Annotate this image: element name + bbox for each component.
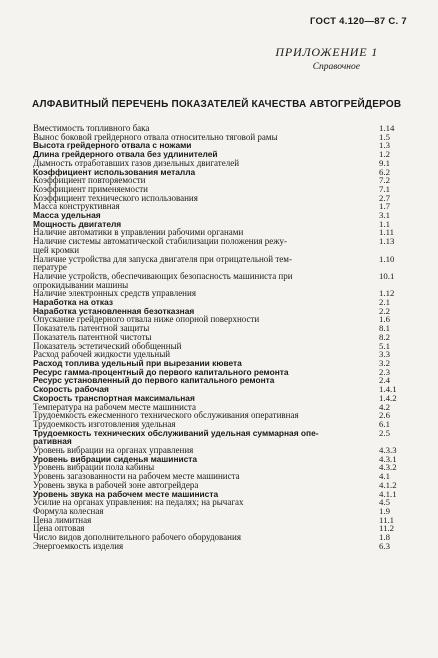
entry-number: 1.7 xyxy=(379,201,390,212)
entry-number: 1.9 xyxy=(379,505,390,516)
entry-number: 2.2 xyxy=(379,305,390,316)
entry-number: 1.1 xyxy=(379,218,390,229)
entry-text: Уровень звука на рабочем месте машиниста xyxy=(33,488,219,499)
entry-text: Уровень вибрации пола кабины xyxy=(33,462,155,473)
entry-text: Уровень звука в рабочей зоне автогрейдера xyxy=(33,479,199,490)
entry-text: Ресурс гамма-процентный до первого капитального ремонта xyxy=(33,366,289,377)
entry-number: 6.2 xyxy=(379,166,390,177)
document-title: АЛФАВИТНЫЙ ПЕРЕЧЕНЬ ПОКАЗАТЕЛЕЙ КАЧЕСТВА АВТОГРЕЙДЕРОВ xyxy=(32,99,402,110)
entry-number: 11.1 xyxy=(379,514,395,525)
entry-text: Коэффициент применяемости xyxy=(33,183,148,194)
entry-text: Скорость рабочая xyxy=(33,384,109,395)
entry-text: Наличие устройства для запуска двигателя при отрицательной тем- xyxy=(33,253,292,264)
entry-number: 2.5 xyxy=(379,427,390,438)
entry-text: Наработка на отказ xyxy=(33,297,114,308)
entry-number: 1.4.2 xyxy=(379,392,397,403)
entry-text: опрокидывании машины xyxy=(33,279,129,290)
entry-number: 2.7 xyxy=(379,192,390,203)
entry-text: Наличие электронных средств управления xyxy=(33,288,196,299)
entry-number: 2.4 xyxy=(379,375,390,386)
entry-number: 7.1 xyxy=(379,183,390,194)
entry-number: 3.3 xyxy=(379,349,390,360)
entry-text: Масса удельная xyxy=(33,210,101,221)
entry-text: ративная xyxy=(33,436,72,447)
entry-number: 4.1 xyxy=(379,471,390,482)
entry-number: 6.1 xyxy=(379,418,390,429)
entry-text: Цена оптовая xyxy=(33,523,85,534)
entry-number: 1.3 xyxy=(379,140,390,151)
entry-number: 9.1 xyxy=(379,157,390,168)
entry-text: Мощность двигателя xyxy=(33,218,122,229)
entry-text: щей кромки xyxy=(33,244,80,255)
entry-text: Дымность отработавших газов дизельных двигателей xyxy=(33,157,240,168)
entry-text: Показатель эстетический обобщенный xyxy=(33,340,182,351)
entry-text: Показатель патентной защиты xyxy=(33,323,150,334)
appendix-title: ПРИЛОЖЕНИЕ 1 xyxy=(275,45,378,59)
entry-text: Высота грейдерного отвала с ножами xyxy=(33,140,192,151)
entry-text: Наработка установленная безотказная xyxy=(33,305,195,316)
entry-text: Трудоемкость изготовления удельная xyxy=(33,418,176,429)
entry-text: Трудоемкость ежесменного технического обслуживания оперативная xyxy=(33,410,299,421)
entry-number: 6.3 xyxy=(379,540,390,551)
entry-text: Вместимость топливного бака xyxy=(33,123,150,133)
entry-text: Уровень вибрации сиденья машиниста xyxy=(33,453,198,464)
index-list xyxy=(33,124,411,550)
entry-number: 1.6 xyxy=(379,314,390,325)
entry-text: Расход топлива удельный при вырезании кювета xyxy=(33,357,242,368)
entry-number: 8.2 xyxy=(379,331,390,342)
entry-text: Ресурс установленный до первого капитального ремонта xyxy=(33,375,275,386)
entry-text: Число видов дополнительного рабочего оборудования xyxy=(33,532,241,543)
entry-text: Усилие на органах управления: на педалях; на рычагах xyxy=(33,497,244,508)
entry-number: 8.1 xyxy=(379,323,390,334)
entry-text: Коэффициент технического использования xyxy=(33,192,198,203)
entry-text: Показатель патентной чистоты xyxy=(33,331,152,342)
entry-text: Опускание грейдерного отвала ниже опорной поверхности xyxy=(33,314,260,325)
entry-number: 1.2 xyxy=(379,149,390,160)
entry-number: 1.8 xyxy=(379,532,390,543)
entry-number: 3.2 xyxy=(379,357,390,368)
entry-number: 10.1 xyxy=(379,270,395,281)
entry-number: 1.12 xyxy=(379,288,395,299)
entry-text: Трудоемкость технических обслуживаний удельная суммарная опе- xyxy=(33,427,319,438)
entry-text: Коэффициент использования металла xyxy=(33,166,196,177)
entry-number: 4.5 xyxy=(379,497,390,508)
entry-number: 2.1 xyxy=(379,297,390,308)
entry-number: 1.4.1 xyxy=(379,384,397,395)
entry-number: 4.1.2 xyxy=(379,479,397,490)
entry-text: Длина грейдерного отвала без удлинителей xyxy=(33,149,218,160)
entry-number: 4.3.1 xyxy=(379,453,397,464)
entry-text: Расход рабочей жидкости удельный xyxy=(33,349,171,360)
entry-text: Температура на рабочем месте машиниста xyxy=(33,401,196,412)
entry-text: Уровень вибрации на органах управления xyxy=(33,445,194,456)
entry-number: 11.2 xyxy=(379,523,395,534)
entry-number: 1.5 xyxy=(379,131,390,142)
entry-number: 4.2 xyxy=(379,401,390,412)
entry-text: Наличие системы автоматической стабилизации положения режу- xyxy=(33,236,287,247)
entry-number: 1.13 xyxy=(379,236,395,247)
entry-number: 5.1 xyxy=(379,340,390,351)
entry-number: 4.3.3 xyxy=(379,445,397,456)
entry-number: 4.3.2 xyxy=(379,462,397,473)
entry-text: пературе xyxy=(33,262,67,273)
entry-text: Уровень загазованности на рабочем месте машиниста xyxy=(33,471,240,482)
index-entry xyxy=(33,255,411,264)
entry-number: 1.14 xyxy=(379,123,395,133)
index-entry xyxy=(33,516,411,525)
index-entry xyxy=(33,237,411,246)
entry-number: 7.2 xyxy=(379,175,390,186)
page-header-code: ГОСТ 4.120—87 С. 7 xyxy=(309,16,407,27)
entry-number: 2.3 xyxy=(379,366,390,377)
index-entry xyxy=(33,542,411,551)
entry-number: 2.6 xyxy=(379,410,390,421)
index-entry xyxy=(33,429,411,438)
entry-text: Энергоемкость изделия xyxy=(33,540,124,551)
entry-text: Наличие автоматики в управлении рабочими органами xyxy=(33,227,244,238)
entry-number: 1.11 xyxy=(379,227,395,238)
entry-number: 1.10 xyxy=(379,253,395,264)
entry-text: Формула колесная xyxy=(33,505,104,516)
entry-text: Коэффициент повторяемости xyxy=(33,175,146,186)
entry-text: Вынос боковой грейдерного отвала относительно тяговой рамы xyxy=(33,131,278,142)
entry-text: Цена лимитная xyxy=(33,514,92,525)
entry-text: Наличие устройств, обеспечивающих безопасность машиниста при xyxy=(33,270,293,281)
appendix-reference: Справочное xyxy=(312,62,360,72)
entry-number: 4.1.1 xyxy=(379,488,397,499)
entry-text: Масса конструктивная xyxy=(33,201,120,212)
entry-text: Скорость транспортная максимальная xyxy=(33,392,195,403)
entry-number: 3.1 xyxy=(379,210,390,221)
